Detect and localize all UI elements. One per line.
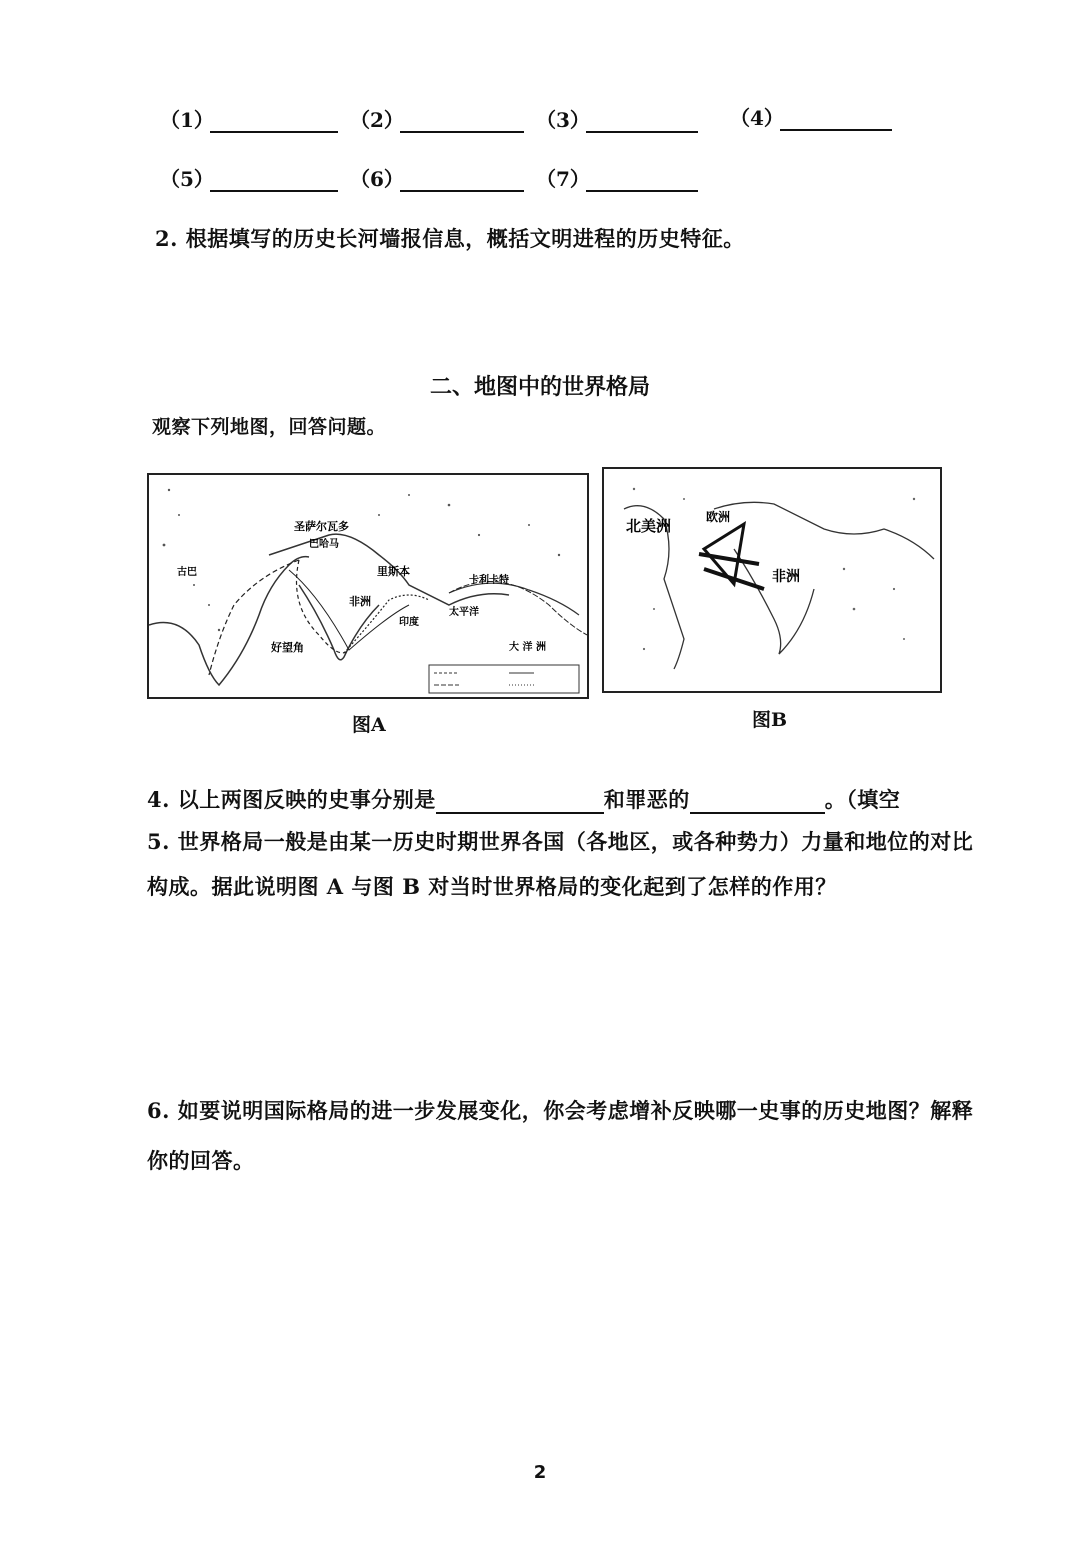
map-a-label: 里斯本 <box>377 565 410 578</box>
coastline-americas <box>149 557 309 685</box>
answer-line[interactable] <box>586 170 698 192</box>
section-title: 二、地图中的世界格局 <box>429 374 650 400</box>
blank-number: （7） <box>536 167 590 191</box>
map-a <box>147 473 589 699</box>
question-5-line-1: 5. 世界格局一般是由某一历史时期世界各国（各地区，或各种势力）力量和地位的对比 <box>147 829 974 854</box>
answer-line[interactable] <box>400 111 524 133</box>
map-a-label: 印度 <box>399 617 419 628</box>
map-a-label: 卡利卡特 <box>469 575 509 586</box>
map-b-caption: 图B <box>752 709 788 731</box>
map-b <box>602 467 942 693</box>
q4-suffix: 。（填空 <box>824 787 901 812</box>
q4-blank-2[interactable] <box>690 792 825 814</box>
map-a-drawing <box>149 475 587 697</box>
q4-middle: 和罪恶的 <box>603 787 690 812</box>
map-b-label: 欧洲 <box>706 510 731 524</box>
answer-line[interactable] <box>210 111 338 133</box>
map-b-label: 非洲 <box>772 569 800 585</box>
blank-number: （5） <box>160 167 214 191</box>
coastline-eurasia <box>714 502 934 559</box>
blank-number: （2） <box>350 108 404 132</box>
blank-number: （6） <box>350 167 404 191</box>
question-2: 2. 根据填写的历史长河墙报信息，概括文明进程的历史特征。 <box>155 226 745 251</box>
blank-2 <box>350 104 524 133</box>
map-a-label: 大 洋 洲 <box>509 642 546 653</box>
blank-number: （1） <box>160 108 214 132</box>
answer-line[interactable] <box>780 109 892 131</box>
map-legend <box>429 665 579 693</box>
map-b-drawing <box>604 469 940 691</box>
coastline-africa <box>734 549 814 654</box>
blank-number: （4） <box>730 106 784 130</box>
blank-1 <box>160 104 338 133</box>
route-west <box>209 560 299 675</box>
route-south <box>297 560 350 653</box>
map-a-label: 好望角 <box>271 641 304 654</box>
q4-blank-1[interactable] <box>436 792 604 814</box>
question-6-line-2: 你的回答。 <box>147 1148 255 1173</box>
page-number: 2 <box>533 1462 547 1483</box>
q4-prefix: 4. 以上两图反映的史事分别是 <box>147 787 436 812</box>
map-b-label: 北美洲 <box>626 517 672 535</box>
blank-5 <box>160 163 338 192</box>
instruction-text: 观察下列地图，回答问题。 <box>152 416 387 438</box>
map-a-label: 非洲 <box>349 595 371 608</box>
route-main <box>289 570 409 650</box>
trade-route-arrow <box>699 554 759 564</box>
map-a-caption: 图A <box>352 714 386 736</box>
question-5-line-2: 构成。据此说明图 A 与图 B 对当时世界格局的变化起到了怎样的作用？ <box>147 874 837 899</box>
answer-line[interactable] <box>400 170 524 192</box>
blank-4 <box>730 102 892 131</box>
map-a-label: 圣萨尔瓦多 <box>294 520 349 533</box>
map-a-label: 太平洋 <box>449 607 479 618</box>
question-4 <box>147 784 900 814</box>
question-6-line-1: 6. 如要说明国际格局的进一步发展变化，你会考虑增补反映哪一史事的历史地图？解释 <box>147 1098 974 1123</box>
blank-3 <box>536 104 698 133</box>
answer-line[interactable] <box>586 111 698 133</box>
answer-line[interactable] <box>210 170 338 192</box>
map-a-label: 古巴 <box>177 567 197 578</box>
map-texture <box>163 489 561 631</box>
blank-7 <box>536 163 698 192</box>
blank-number: （3） <box>536 108 590 132</box>
blank-6 <box>350 163 524 192</box>
map-a-label: 巴哈马 <box>309 539 339 550</box>
